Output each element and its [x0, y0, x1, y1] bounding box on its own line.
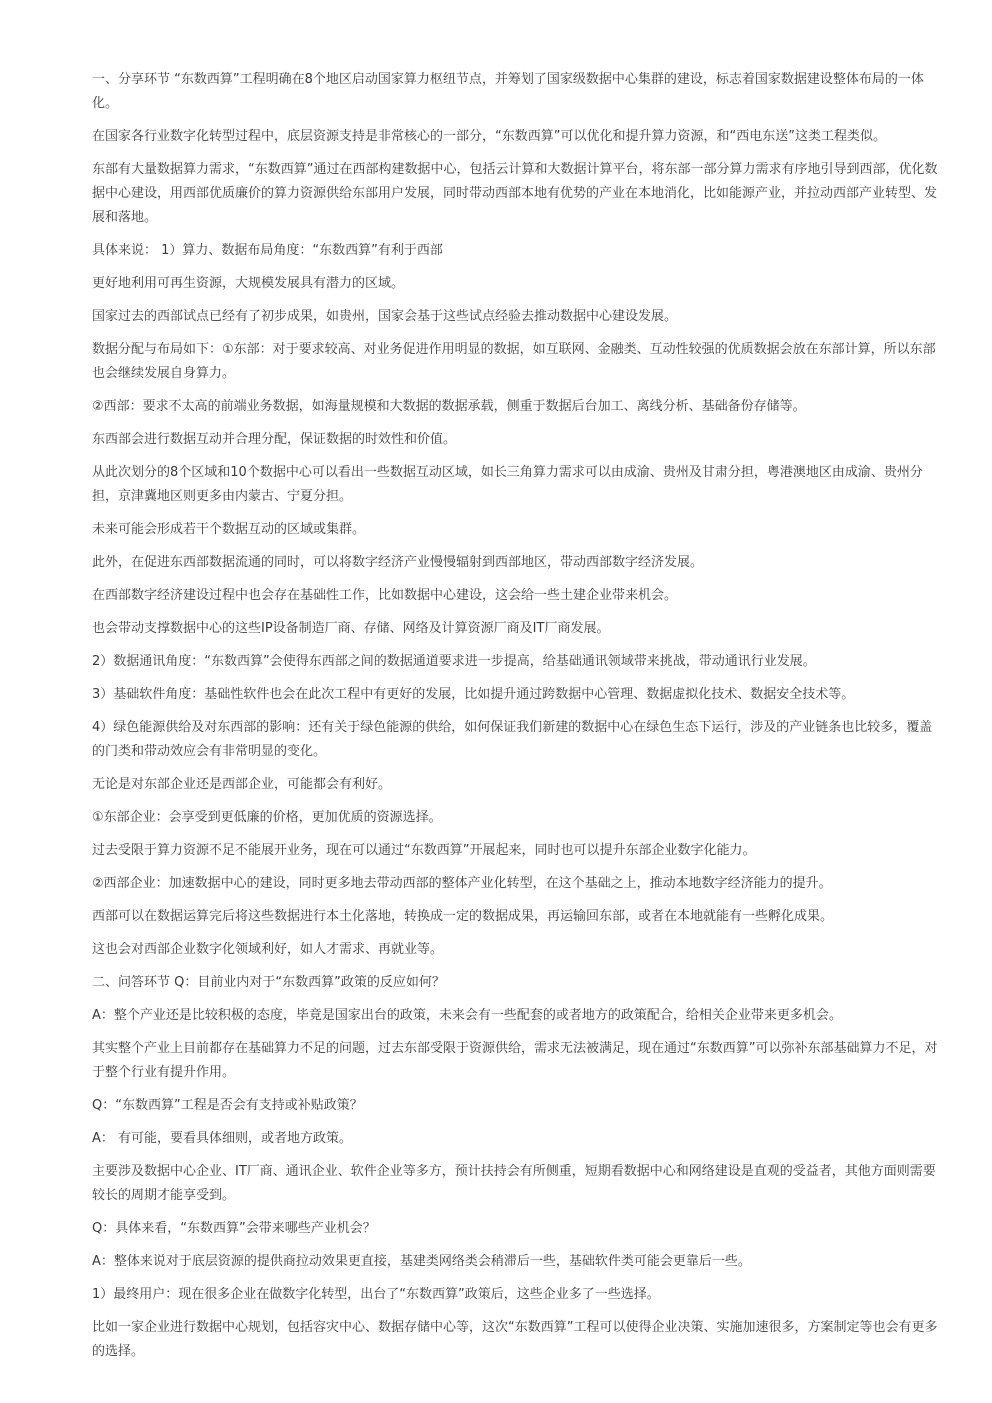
paragraph: 这也会对西部企业数字化领域利好，如人才需求、再就业等。 — [92, 942, 444, 957]
paragraph: 二、问答环节 Q：目前业内对于“东数西算”政策的反应如何？ — [92, 975, 445, 990]
paragraph: A：整个产业还是比较积极的态度，毕竟是国家出台的政策，未来会有一些配套的或者地方的政策配合，给相关企业带来更多机会。 — [92, 1008, 842, 1023]
paragraph: 在国家各行业数字化转型过程中，底层资源支持是非常核心的一部分，“东数西算”可以优化和提升算力资源，和“西电东送”这类工程类似。 — [92, 129, 886, 144]
paragraph: 1）最终用户：现在很多企业在做数字化转型，出台了“东数西算”政策后，这些企业多了一些选择。 — [92, 1287, 660, 1302]
paragraph: 过去受限于算力资源不足不能展开业务，现在可以通过“东数西算”开展起来，同时也可以提升东部企业数字化能力。 — [92, 843, 756, 858]
paragraph: Q：“东数西算”工程是否会有支持或补贴政策？ — [92, 1098, 363, 1113]
paragraph: 东西部会进行数据互动并合理分配，保证数据的时效性和价值。 — [92, 432, 457, 447]
paragraph: 西部可以在数据运算完后将这些数据进行本土化落地，转换成一定的数据成果，再运输回东部，或者在本地就能有一些孵化成果。 — [92, 909, 834, 924]
paragraph: A： 有可能，要看具体细则，或者地方政策。 — [92, 1131, 353, 1146]
paragraph: 未来可能会形成若干个数据互动的区域或集群。 — [92, 522, 366, 537]
paragraph: 从此次划分的8个区域和10个数据中心可以看出一些数据互动区域，如长三角算力需求可以由成渝、贵州及甘肃分担，粤港澳地区由成渝、贵州分担，京津冀地区则更多由内蒙古、宁夏分担。 — [92, 465, 923, 504]
paragraph: 比如一家企业进行数据中心规划，包括容灾中心、数据存储中心等，这次“东数西算”工程可以使得企业决策、实施加速很多，方案制定等也会有更多的选择。 — [92, 1320, 938, 1359]
paragraph: 也会带动支撑数据中心的这些IP设备制造厂商、存储、网络及计算资源厂商及IT厂商发展。 — [92, 621, 610, 636]
paragraph: 数据分配与布局如下：①东部：对于要求较高、对业务促进作用明显的数据，如互联网、金融类、互动性较强的优质数据会放在东部计算，所以东部也会继续发展自身算力。 — [92, 342, 936, 381]
paragraph: 无论是对东部企业还是西部企业，可能都会有利好。 — [92, 777, 392, 792]
document-body — [92, 68, 944, 1373]
paragraph: Q：具体来看，“东数西算”会带来哪些产业机会？ — [92, 1221, 376, 1236]
paragraph: 主要涉及数据中心企业、IT厂商、通讯企业、软件企业等多方，预计扶持会有所侧重，短期看数据中心和网络建设是直观的受益者，其他方面则需要较长的周期才能享受到。 — [92, 1164, 936, 1203]
paragraph: 3）基础软件角度：基础性软件也会在此次工程中有更好的发展，比如提升通过跨数据中心管理、数据虚拟化技术、数据安全技术等。 — [92, 687, 855, 702]
paragraph: 具体来说： 1）算力、数据布局角度：“东数西算”有利于西部 — [92, 243, 443, 258]
paragraph: A：整体来说对于底层资源的提供商拉动效果更直接，基建类网络类会稍滞后一些，基础软件类可能会更靠后一些。 — [92, 1254, 751, 1269]
paragraph: 此外，在促进东西部数据流通的同时，可以将数字经济产业慢慢辐射到西部地区，带动西部数字经济发展。 — [92, 555, 704, 570]
paragraph: 其实整个产业上目前都存在基础算力不足的问题，过去东部受限于资源供给，需求无法被满足，现在通过“东数西算”可以弥补东部基础算力不足，对于整个行业有提升作用。 — [92, 1041, 938, 1080]
paragraph: 2）数据通讯角度：“东数西算”会使得东西部之间的数据通道要求进一步提高，给基础通讯领域带来挑战，带动通讯行业发展。 — [92, 654, 816, 669]
paragraph: 一、分享环节 “东数西算”工程明确在8个地区启动国家算力枢纽节点，并筹划了国家级数据中心集群的建设，标志着国家数据建设整体布局的一体化。 — [92, 72, 924, 111]
paragraph: ②西部企业：加速数据中心的建设，同时更多地去带动西部的整体产业化转型，在这个基础之上，推动本地数字经济能力的提升。 — [92, 876, 832, 891]
paragraph: 国家过去的西部试点已经有了初步成果，如贵州，国家会基于这些试点经验去推动数据中心建设发展。 — [92, 309, 678, 324]
paragraph: ①东部企业：会享受到更低廉的价格，更加优质的资源选择。 — [92, 810, 442, 825]
paragraph: 东部有大量数据算力需求，“东数西算”通过在西部构建数据中心，包括云计算和大数据计算平台，将东部一部分算力需求有序地引导到西部，优化数据中心建设，用西部优质廉价的算力资源供给东部用户发展，同时带动西部本地有优势的产业在本地消化，比如能源产业，并拉动西部产业转型、发展和落地。 — [92, 162, 938, 225]
paragraph: 在西部数字经济建设过程中也会存在基础性工作，比如数据中心建设，这会给一些土建企业带来机会。 — [92, 588, 678, 603]
paragraph: 4）绿色能源供给及对东西部的影响：还有关于绿色能源的供给，如何保证我们新建的数据中心在绿色生态下运行，涉及的产业链条也比较多，覆盖的门类和带动效应会有非常明显的变化。 — [92, 720, 933, 759]
paragraph: ②西部：要求不太高的前端业务数据，如海量规模和大数据的数据承载，侧重于数据后台加工、离线分析、基础备份存储等。 — [92, 399, 806, 414]
paragraph: 更好地利用可再生资源，大规模发展具有潜力的区域。 — [92, 276, 405, 291]
